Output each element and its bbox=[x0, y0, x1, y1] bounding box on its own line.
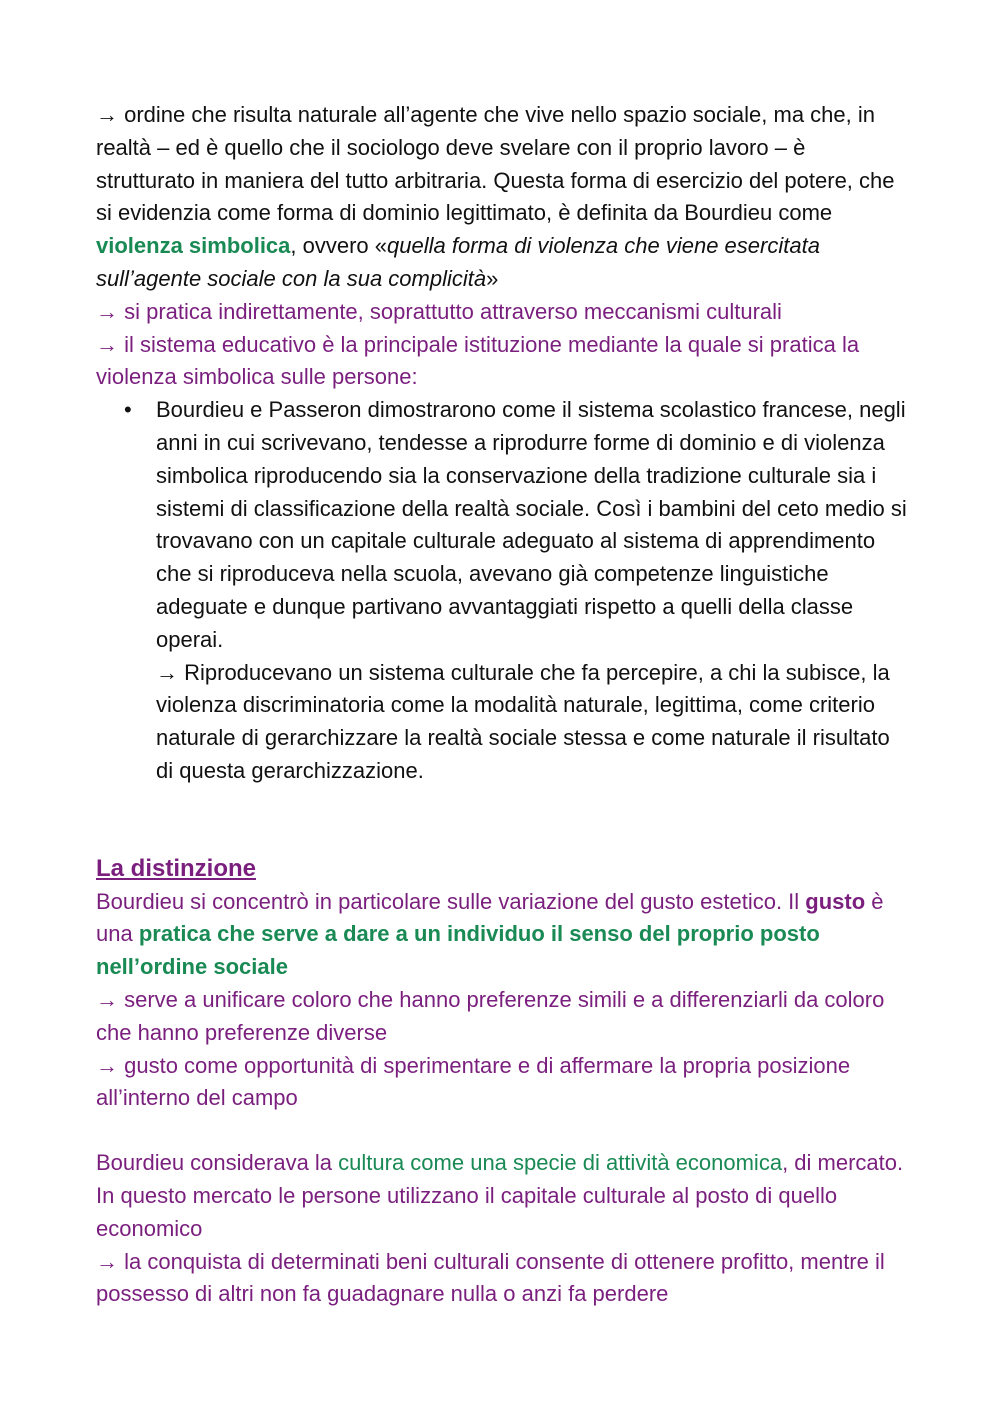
section-heading: La distinzione bbox=[96, 854, 257, 882]
intro-quote: quella forma di violenza che viene esercitata sull’agente sociale con la sua complicità bbox=[96, 233, 820, 291]
page-content bbox=[96, 99, 908, 1311]
list-item bbox=[124, 394, 908, 788]
section-paragraph-cultura bbox=[96, 1147, 908, 1245]
spacer bbox=[96, 788, 908, 853]
intro-text-a: → ordine che risulta naturale all’agente che vive nello spazio sociale, ma che, in realtà – ed è quello che il sociologo deve svelare con il proprio lavoro – è strutturato in maniera del tutto arbitraria. Questa forma di esercizio del potere, che si evidenzia come forma di dominio legittimato, è definita da Bourdieu come bbox=[96, 102, 895, 226]
intro-text-b: , ovvero « bbox=[290, 233, 388, 259]
arrow-note-opportunita: → gusto come opportunità di sperimentare e di affermare la propria posizione all’interno del campo bbox=[96, 1052, 851, 1111]
cultura-text-a: Bourdieu considerava la bbox=[96, 1150, 339, 1176]
arrow-note-indirect: → si pratica indirettamente, soprattutto attraverso meccanismi culturali bbox=[96, 298, 782, 324]
spacer bbox=[96, 1115, 908, 1147]
highlight-cultura: cultura come una specie di attività economica bbox=[338, 1150, 783, 1176]
highlight-pratica: pratica che serve a dare a un individuo il senso del proprio posto nell’ordine sociale bbox=[96, 921, 820, 980]
gusto-text-a: Bourdieu si concentrò in particolare sulle variazione del gusto estetico. Il bbox=[96, 888, 806, 914]
arrow-note-unificare: → serve a unificare coloro che hanno preferenze simili e a differenziarli da coloro che hanno preferenze diverse bbox=[96, 986, 885, 1045]
arrow-note-education: → il sistema educativo è la principale istituzione mediante la quale si pratica la violenza simbolica sulle persone: bbox=[96, 331, 860, 390]
intro-text-c: » bbox=[486, 265, 499, 291]
bullet-marker: • bbox=[124, 397, 132, 423]
highlight-violenza-simbolica: violenza simbolica bbox=[96, 233, 291, 259]
bullet-text-main: Bourdieu e Passeron dimostrarono come il sistema scolastico francese, negli anni in cui scrivevano, tendesse a riprodurre forme di dominio e di violenza simbolica riproducendo sia la conservazione della tradizione culturale sia i sistemi di classificazione della realtà sociale. Così i bambini del ceto medio si trovavano con un capitale culturale adeguato al sistema di apprendimento che si riproduceva nella scuola, avevano già competenze linguistiche adeguate e dunque partivano avvantaggiati rispetto a quelli della classe operai. bbox=[156, 397, 907, 652]
bullet-list bbox=[96, 394, 908, 788]
gusto-text-b: è una bbox=[96, 888, 884, 947]
bullet-text-arrow: → Riproducevano un sistema culturale che fa percepire, a chi la subisce, la violenza discriminatoria come la modalità naturale, legittima, come criterio naturale di gerarchizzare la realtà sociale stessa e come naturale il risultato di questa gerarchizzazione. bbox=[156, 659, 890, 783]
intro-paragraph bbox=[96, 99, 908, 296]
arrow-note-conquista: → la conquista di determinati beni culturali consente di ottenere profitto, mentre il possesso di altri non fa guadagnare nulla o anzi fa perdere bbox=[96, 1248, 885, 1307]
cultura-text-b: , di mercato. In questo mercato le persone utilizzano il capitale culturale al posto di quello economico bbox=[96, 1150, 904, 1241]
gusto-bold: gusto bbox=[805, 888, 866, 914]
section-paragraph-gusto bbox=[96, 886, 908, 984]
